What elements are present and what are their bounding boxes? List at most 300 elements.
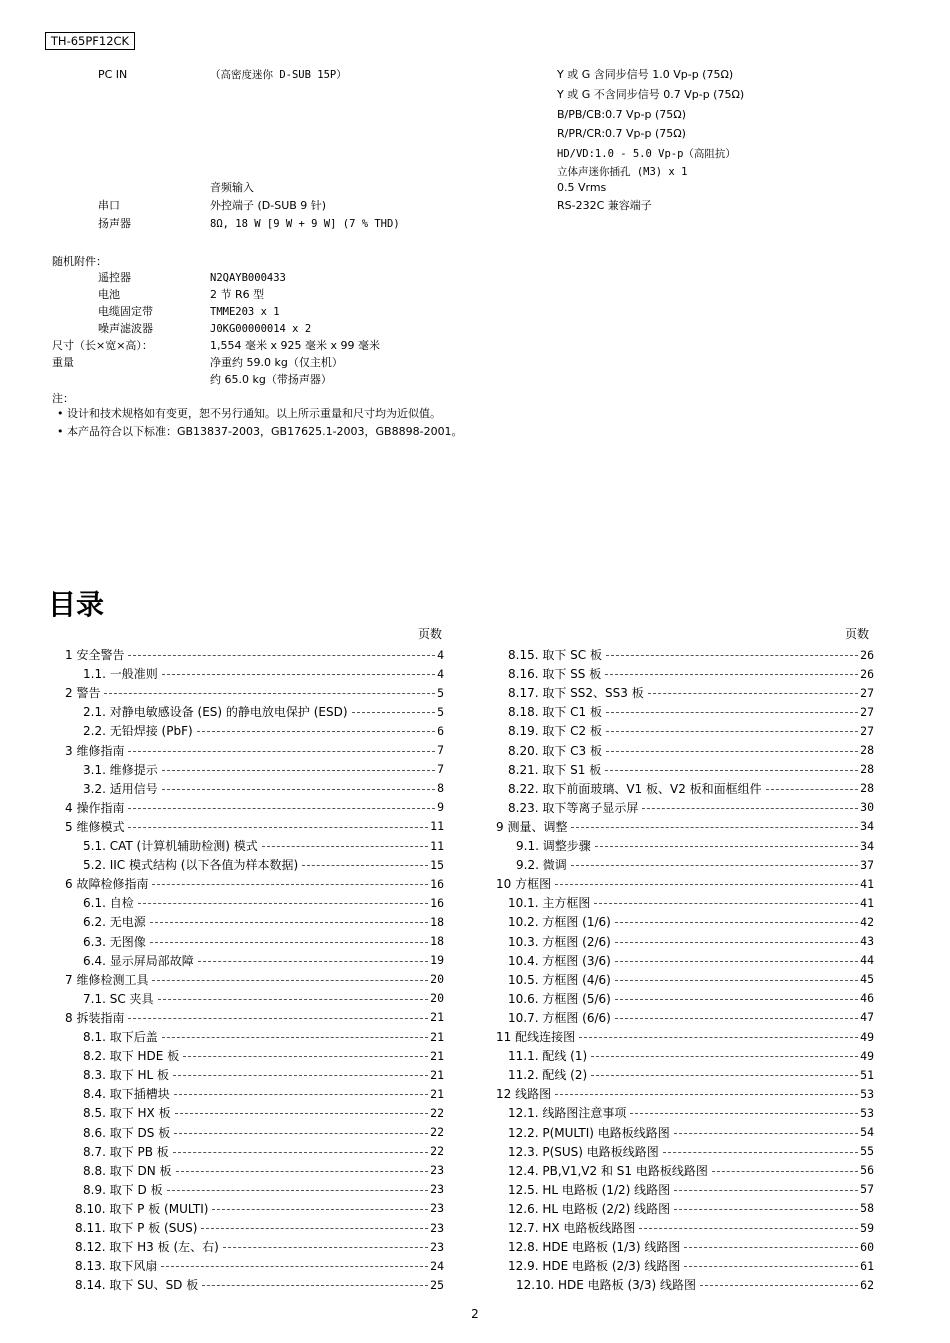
toc-entry-title: 8.2. 取下 HDE 板 xyxy=(83,1049,180,1064)
toc-entry-page: 18 xyxy=(430,914,444,929)
toc-leader xyxy=(262,846,428,847)
toc-entry[interactable] xyxy=(83,760,444,779)
toc-leader xyxy=(162,770,435,771)
spec-line: 噪声滤波器 xyxy=(98,322,153,335)
toc-entry-page: 5 xyxy=(437,704,444,719)
toc-entry-page: 59 xyxy=(860,1220,874,1235)
toc-entry-page: 34 xyxy=(860,838,874,853)
toc-entry[interactable] xyxy=(83,912,444,931)
spec-line: 2 节 R6 型 xyxy=(210,288,265,301)
toc-entry-title: 8.14. 取下 SU、SD 板 xyxy=(75,1278,199,1293)
toc-entry-title: 6 故障检修指南 xyxy=(65,877,149,892)
toc-entry[interactable] xyxy=(508,1008,874,1027)
toc-entry[interactable] xyxy=(83,855,444,874)
toc-entry-page: 23 xyxy=(430,1220,444,1235)
toc-entry-title: 12.5. HL 电路板 (1/2) 线路图 xyxy=(508,1182,671,1197)
toc-entry-title: 12.1. 线路图注意事项 xyxy=(508,1106,627,1121)
toc-page-header-left: 页数 xyxy=(418,627,443,641)
toc-entry-title: 8.11. 取下 P 板 (SUS) xyxy=(75,1221,198,1235)
toc-entry-page: 49 xyxy=(860,1048,874,1063)
toc-entry[interactable] xyxy=(496,817,874,836)
toc-entry[interactable] xyxy=(83,1103,444,1122)
toc-leader xyxy=(571,827,858,828)
toc-leader xyxy=(605,674,858,675)
toc-entry-title: 5.2. IIC 模式结构 (以下各值为样本数据) xyxy=(83,858,299,873)
toc-entry[interactable] xyxy=(496,874,874,893)
toc-entry-title: 12.2. P(MULTI) 电路板线路图 xyxy=(508,1125,670,1140)
toc-entry-title: 8.10. 取下 P 板 (MULTI) xyxy=(75,1201,209,1216)
toc-entry-title: 7 维修检测工具 xyxy=(65,972,149,987)
toc-entry-title: 6.4. 显示屏局部故障 xyxy=(83,953,194,968)
toc-entry-title: 10.3. 方框图 (2/6) xyxy=(508,934,611,949)
toc-entry[interactable] xyxy=(508,970,874,989)
spec-line: • 本产品符合以下标准：GB13837-2003，GB17625.1-2003，GB8898-2001。 xyxy=(57,425,463,438)
toc-leader xyxy=(591,1075,858,1076)
toc-leader xyxy=(684,1266,858,1267)
toc-entry-page: 56 xyxy=(860,1163,874,1178)
spec-line: R/PR/CR:0.7 Vp-p (75Ω) xyxy=(557,127,686,140)
toc-leader xyxy=(197,731,435,732)
toc-entry-title: 8.15. 取下 SC 板 xyxy=(508,648,602,662)
toc-leader xyxy=(594,903,858,904)
toc-entry-page: 21 xyxy=(430,1048,444,1063)
toc-entry[interactable] xyxy=(508,702,874,721)
toc-entry-page: 9 xyxy=(437,800,444,815)
toc-entry[interactable] xyxy=(65,741,444,760)
toc-entry-title: 12.7. HX 电路板线路图 xyxy=(508,1221,636,1235)
toc-leader xyxy=(700,1285,858,1286)
toc-entry[interactable] xyxy=(83,1065,444,1084)
toc-entry[interactable] xyxy=(508,989,874,1008)
toc-entry-title: 9 测量、调整 xyxy=(496,819,568,834)
toc-leader xyxy=(642,808,858,809)
toc-entry-title: 9.2. 微调 xyxy=(516,858,567,873)
toc-entry-page: 27 xyxy=(860,685,874,700)
toc-leader xyxy=(150,942,428,943)
toc-entry[interactable] xyxy=(83,1084,444,1103)
toc-leader xyxy=(128,1018,428,1019)
spec-line: 遥控器 xyxy=(98,271,131,284)
toc-entry[interactable] xyxy=(508,721,874,740)
toc-entry[interactable] xyxy=(508,1256,874,1275)
toc-entry[interactable] xyxy=(508,1142,874,1161)
toc-entry-page: 21 xyxy=(430,1086,444,1101)
toc-entry-title: 8.12. 取下 H3 板 (左、右) xyxy=(75,1240,219,1255)
toc-leader xyxy=(615,922,858,923)
toc-entry-page: 15 xyxy=(430,857,444,872)
toc-entry-page: 21 xyxy=(430,1029,444,1044)
toc-entry[interactable] xyxy=(83,893,444,912)
toc-entry-page: 27 xyxy=(860,723,874,738)
toc-entry-page: 26 xyxy=(860,647,874,662)
toc-entry[interactable] xyxy=(496,1027,874,1046)
toc-entry-title: 2 警告 xyxy=(65,686,101,701)
spec-line: 0.5 Vrms xyxy=(557,181,607,194)
toc-entry-title: 8.9. 取下 D 板 xyxy=(83,1182,163,1197)
toc-entry[interactable] xyxy=(508,1180,874,1199)
toc-entry[interactable] xyxy=(65,798,444,817)
spec-line: 约 65.0 kg（带扬声器） xyxy=(210,373,332,386)
toc-entry[interactable] xyxy=(83,664,444,683)
toc-entry-page: 44 xyxy=(860,953,874,968)
toc-entry-page: 8 xyxy=(437,781,444,796)
toc-entry-title: 8.13. 取下风扇 xyxy=(75,1259,158,1274)
toc-entry[interactable] xyxy=(83,989,444,1008)
toc-entry-page: 62 xyxy=(860,1277,874,1292)
toc-leader xyxy=(201,1228,428,1229)
toc-entry-page: 11 xyxy=(430,838,444,853)
toc-entry-page: 18 xyxy=(430,934,444,948)
spec-line: 音频输入 xyxy=(210,181,254,194)
toc-leader xyxy=(128,827,428,828)
toc-entry-page: 58 xyxy=(860,1201,874,1216)
toc-leader xyxy=(606,655,858,656)
toc-leader xyxy=(663,1152,858,1153)
toc-entry[interactable] xyxy=(508,1065,874,1084)
toc-entry-page: 47 xyxy=(860,1010,874,1025)
toc-leader xyxy=(555,884,858,885)
toc-leader xyxy=(128,655,435,656)
toc-entry[interactable] xyxy=(75,1256,444,1275)
toc-entry-page: 45 xyxy=(860,972,874,987)
toc-entry-title: 11.2. 配线 (2) xyxy=(508,1068,588,1083)
toc-entry[interactable] xyxy=(508,1237,874,1256)
spec-line: 电缆固定带 xyxy=(98,305,153,318)
toc-entry-page: 41 xyxy=(860,895,874,910)
toc-entry-title: 1 安全警告 xyxy=(65,648,125,662)
toc-entry-page: 7 xyxy=(437,743,444,757)
spec-line: 串口 xyxy=(98,199,120,212)
toc-leader xyxy=(223,1247,428,1248)
toc-leader xyxy=(605,770,858,771)
toc-entry-title: 11.1. 配线 (1) xyxy=(508,1049,588,1064)
toc-entry-page: 54 xyxy=(860,1125,874,1139)
toc-entry[interactable] xyxy=(508,1046,874,1065)
toc-entry-title: 10.6. 方框图 (5/6) xyxy=(508,991,611,1006)
toc-entry-title: 8.21. 取下 S1 板 xyxy=(508,762,602,777)
toc-entry[interactable] xyxy=(83,1180,444,1199)
toc-entry[interactable] xyxy=(508,1199,874,1218)
toc-entry[interactable] xyxy=(83,779,444,798)
toc-entry[interactable] xyxy=(65,645,444,664)
toc-entry[interactable] xyxy=(508,664,874,683)
toc-entry[interactable] xyxy=(508,760,874,779)
toc-entry-page: 11 xyxy=(430,819,444,834)
toc-entry[interactable] xyxy=(516,836,874,855)
toc-entry-title: 12.9. HDE 电路板 (2/3) 线路图 xyxy=(508,1259,681,1274)
toc-entry-page: 25 xyxy=(430,1277,444,1292)
toc-leader xyxy=(128,808,435,809)
toc-leader xyxy=(630,1113,858,1114)
spec-line: N2QAYB000433 xyxy=(210,272,286,284)
spec-line: 1,554 毫米 x 925 毫米 x 99 毫米 xyxy=(210,339,380,352)
spec-line: HD/VD:1.0 - 5.0 Vp-p（高阻抗） xyxy=(557,148,736,160)
toc-entry-title: 10.7. 方框图 (6/6) xyxy=(508,1010,611,1025)
spec-line: • 设计和技术规格如有变更，恕不另行通知。以上所示重量和尺寸均为近似值。 xyxy=(57,407,441,420)
toc-entry-title: 8.20. 取下 C3 板 xyxy=(508,743,602,758)
toc-entry-page: 4 xyxy=(437,647,444,662)
toc-entry[interactable] xyxy=(508,932,874,951)
toc-entry[interactable] xyxy=(75,1218,444,1237)
toc-entry-page: 21 xyxy=(430,1067,444,1082)
toc-entry-title: 9.1. 调整步骤 xyxy=(516,839,591,853)
toc-entry[interactable] xyxy=(83,702,444,721)
toc-entry-title: 8.22. 取下前面玻璃、V1 板、V2 板和面框组件 xyxy=(508,781,762,796)
toc-page-header-right: 页数 xyxy=(845,627,870,641)
toc-entry-title: 12.6. HL 电路板 (2/2) 线路图 xyxy=(508,1201,671,1216)
toc-entry-title: 12.4. PB,V1,V2 和 S1 电路板线路图 xyxy=(508,1163,708,1178)
toc-entry-title: 8.7. 取下 PB 板 xyxy=(83,1144,169,1159)
toc-entry-title: 6.2. 无电源 xyxy=(83,915,146,930)
toc-entry-title: 3 维修指南 xyxy=(65,743,125,758)
toc-entry-title: 6.3. 无图像 xyxy=(83,934,146,949)
spec-line: B/PB/CB:0.7 Vp-p (75Ω) xyxy=(557,108,687,121)
toc-leader xyxy=(167,1190,429,1191)
toc-entry-page: 23 xyxy=(430,1182,444,1197)
spec-line: 净重约 59.0 kg（仅主机） xyxy=(210,356,343,369)
toc-entry[interactable] xyxy=(508,741,874,760)
toc-entry-title: 2.1. 对静电敏感设备 (ES) 的静电放电保护 (ESD) xyxy=(83,705,348,720)
toc-entry-title: 7.1. SC 夹具 xyxy=(83,991,154,1006)
toc-entry-title: 8.4. 取下插槽块 xyxy=(83,1087,170,1102)
toc-entry-page: 28 xyxy=(860,743,874,757)
toc-entry-title: 8.3. 取下 HL 板 xyxy=(83,1068,170,1083)
toc-entry[interactable] xyxy=(83,1161,444,1180)
toc-entry[interactable] xyxy=(508,951,874,970)
toc-title: 目录 xyxy=(48,588,105,621)
toc-leader xyxy=(158,999,429,1000)
toc-entry[interactable] xyxy=(75,1237,444,1256)
toc-entry-page: 51 xyxy=(860,1067,874,1082)
toc-entry[interactable] xyxy=(508,798,874,817)
toc-entry[interactable] xyxy=(65,683,444,702)
toc-entry-page: 43 xyxy=(860,934,874,948)
toc-entry-title: 12.10. HDE 电路板 (3/3) 线路图 xyxy=(516,1278,696,1293)
toc-entry-page: 42 xyxy=(860,914,874,929)
toc-entry[interactable] xyxy=(65,817,444,836)
toc-entry[interactable] xyxy=(75,1275,444,1294)
toc-leader xyxy=(162,674,435,675)
toc-entry-title: 8.8. 取下 DN 板 xyxy=(83,1163,172,1178)
toc-entry-title: 5 维修模式 xyxy=(65,819,125,834)
toc-entry[interactable] xyxy=(508,683,874,702)
toc-entry[interactable] xyxy=(83,1123,444,1142)
spec-line: 尺寸（长×宽×高）： xyxy=(52,339,153,352)
model-label: TH-65PF12CK xyxy=(45,32,135,50)
toc-entry-page: 7 xyxy=(437,762,444,777)
toc-entry-page: 41 xyxy=(860,876,874,891)
toc-entry-title: 10.1. 主方框图 xyxy=(508,896,591,911)
spec-line: 立体声迷你插孔 (M3) x 1 xyxy=(557,166,688,178)
spec-line: 重量 xyxy=(52,356,74,369)
toc-entry[interactable] xyxy=(508,1161,874,1180)
spec-line: 随机附件： xyxy=(52,255,107,268)
toc-entry[interactable] xyxy=(83,1027,444,1046)
toc-entry-page: 60 xyxy=(860,1239,874,1254)
toc-leader xyxy=(591,1056,858,1057)
toc-leader xyxy=(152,980,428,981)
toc-leader xyxy=(175,1113,429,1114)
toc-entry[interactable] xyxy=(83,932,444,951)
spec-line: TMME203 x 1 xyxy=(210,306,280,318)
spec-line: 外控端子 (D-SUB 9 针) xyxy=(210,199,327,212)
toc-entry-page: 27 xyxy=(860,704,874,719)
toc-entry-page: 22 xyxy=(430,1144,444,1159)
toc-entry[interactable] xyxy=(83,1142,444,1161)
toc-entry-title: 5.1. CAT (计算机辅助检测) 模式 xyxy=(83,839,258,853)
toc-leader xyxy=(555,1094,858,1095)
spec-line: RS-232C 兼容端子 xyxy=(557,199,652,212)
toc-leader xyxy=(302,865,428,866)
toc-leader xyxy=(173,1075,428,1076)
toc-entry-title: 2.2. 无铅焊接 (PbF) xyxy=(83,724,193,739)
toc-entry-title: 3.2. 适用信号 xyxy=(83,781,158,796)
toc-entry-title: 1.1. 一般准则 xyxy=(83,667,158,682)
spec-line: 电池 xyxy=(98,288,120,301)
toc-leader xyxy=(176,1171,429,1172)
toc-leader xyxy=(674,1209,858,1210)
toc-leader xyxy=(352,712,436,713)
spec-line: Y 或 G 含同步信号 1.0 Vp-p (75Ω) xyxy=(557,68,734,81)
toc-entry-page: 20 xyxy=(430,972,444,987)
toc-entry-page: 5 xyxy=(437,685,444,700)
toc-leader xyxy=(152,884,428,885)
toc-entry[interactable] xyxy=(516,855,874,874)
spec-line: 注： xyxy=(52,392,74,405)
toc-entry-page: 19 xyxy=(430,953,444,968)
toc-entry-page: 22 xyxy=(430,1125,444,1139)
toc-entry-page: 34 xyxy=(860,819,874,834)
toc-entry-title: 10.5. 方框图 (4/6) xyxy=(508,972,611,987)
toc-entry-title: 3.1. 维修提示 xyxy=(83,762,158,777)
toc-leader xyxy=(766,789,858,790)
toc-entry-page: 16 xyxy=(430,895,444,910)
toc-entry[interactable] xyxy=(508,1123,874,1142)
toc-entry-page: 20 xyxy=(430,991,444,1006)
toc-leader xyxy=(595,846,858,847)
toc-leader xyxy=(150,922,428,923)
spec-line: PC IN xyxy=(98,68,128,81)
toc-entry[interactable] xyxy=(496,1084,874,1103)
toc-leader xyxy=(162,789,435,790)
toc-leader xyxy=(162,1037,428,1038)
toc-leader xyxy=(615,961,858,962)
toc-entry-title: 12.8. HDE 电路板 (1/3) 线路图 xyxy=(508,1240,681,1255)
spec-line: J0KG00000014 x 2 xyxy=(210,323,312,335)
toc-entry[interactable] xyxy=(508,1218,874,1237)
toc-leader xyxy=(183,1056,428,1057)
toc-entry-page: 26 xyxy=(860,666,874,681)
toc-entry[interactable] xyxy=(83,951,444,970)
toc-entry-page: 55 xyxy=(860,1144,874,1159)
toc-entry-page: 37 xyxy=(860,857,874,872)
toc-leader xyxy=(198,961,428,962)
toc-entry[interactable] xyxy=(65,1008,444,1027)
spec-line: （高密度迷你 D-SUB 15P） xyxy=(210,69,347,81)
toc-entry[interactable] xyxy=(516,1275,874,1294)
toc-entry-title: 10.4. 方框图 (3/6) xyxy=(508,953,611,968)
toc-leader xyxy=(104,693,435,694)
toc-leader xyxy=(648,693,858,694)
toc-leader xyxy=(173,1152,428,1153)
toc-leader xyxy=(579,1037,858,1038)
toc-leader xyxy=(174,1094,428,1095)
toc-entry-page: 23 xyxy=(430,1239,444,1254)
toc-entry-page: 28 xyxy=(860,762,874,777)
toc-entry-title: 8.16. 取下 SS 板 xyxy=(508,667,602,682)
toc-entry-title: 8.1. 取下后盖 xyxy=(83,1030,158,1044)
toc-entry-title: 12.3. P(SUS) 电路板线路图 xyxy=(508,1144,659,1159)
toc-leader xyxy=(615,1018,858,1019)
toc-entry-page: 21 xyxy=(430,1010,444,1025)
toc-entry[interactable] xyxy=(508,1103,874,1122)
toc-entry-page: 4 xyxy=(437,666,444,681)
toc-entry-title: 8.23. 取下等离子显示屏 xyxy=(508,800,639,815)
toc-entry-page: 49 xyxy=(860,1029,874,1044)
toc-entry-page: 6 xyxy=(437,723,444,738)
toc-entry-page: 53 xyxy=(860,1086,874,1101)
spec-line: Y 或 G 不含同步信号 0.7 Vp-p (75Ω) xyxy=(557,88,745,101)
toc-entry-page: 57 xyxy=(860,1182,874,1197)
toc-leader xyxy=(674,1133,858,1134)
toc-entry-page: 23 xyxy=(430,1201,444,1216)
toc-entry-page: 24 xyxy=(430,1258,444,1273)
toc-leader xyxy=(684,1247,858,1248)
toc-entry-title: 8.6. 取下 DS 板 xyxy=(83,1125,171,1140)
toc-leader xyxy=(606,712,858,713)
toc-leader xyxy=(202,1285,428,1286)
toc-entry-title: 10.2. 方框图 (1/6) xyxy=(508,915,611,930)
toc-leader xyxy=(615,980,858,981)
toc-leader xyxy=(128,751,435,752)
toc-entry-title: 11 配线连接图 xyxy=(496,1030,576,1044)
toc-entry-title: 6.1. 自检 xyxy=(83,896,134,911)
toc-entry-page: 22 xyxy=(430,1105,444,1120)
toc-entry[interactable] xyxy=(83,836,444,855)
toc-entry-page: 30 xyxy=(860,800,874,815)
spec-line: 8Ω, 18 W [9 W + 9 W] (7 % THD) xyxy=(210,218,400,230)
toc-entry[interactable] xyxy=(83,721,444,740)
toc-entry[interactable] xyxy=(508,912,874,931)
toc-leader xyxy=(606,731,858,732)
toc-leader xyxy=(606,751,858,752)
toc-entry[interactable] xyxy=(508,645,874,664)
toc-leader xyxy=(138,903,428,904)
toc-entry[interactable] xyxy=(508,893,874,912)
toc-leader xyxy=(161,1266,428,1267)
toc-leader xyxy=(571,865,858,866)
toc-leader xyxy=(174,1133,428,1134)
toc-entry-title: 8 拆装指南 xyxy=(65,1010,125,1025)
toc-leader xyxy=(212,1209,428,1210)
toc-entry[interactable] xyxy=(508,779,874,798)
toc-leader xyxy=(615,999,858,1000)
toc-entry-title: 10 方框图 xyxy=(496,877,552,892)
toc-entry[interactable] xyxy=(65,970,444,989)
toc-entry-page: 28 xyxy=(860,781,874,796)
toc-entry[interactable] xyxy=(75,1199,444,1218)
toc-entry-page: 23 xyxy=(430,1163,444,1178)
toc-entry-page: 61 xyxy=(860,1258,874,1273)
toc-entry-title: 8.19. 取下 C2 板 xyxy=(508,724,602,739)
toc-entry[interactable] xyxy=(65,874,444,893)
toc-leader xyxy=(674,1190,858,1191)
toc-entry-title: 8.18. 取下 C1 板 xyxy=(508,705,602,720)
toc-leader xyxy=(639,1228,858,1229)
toc-entry-title: 8.5. 取下 HX 板 xyxy=(83,1106,171,1121)
toc-entry[interactable] xyxy=(83,1046,444,1065)
toc-entry-title: 12 线路图 xyxy=(496,1087,552,1102)
